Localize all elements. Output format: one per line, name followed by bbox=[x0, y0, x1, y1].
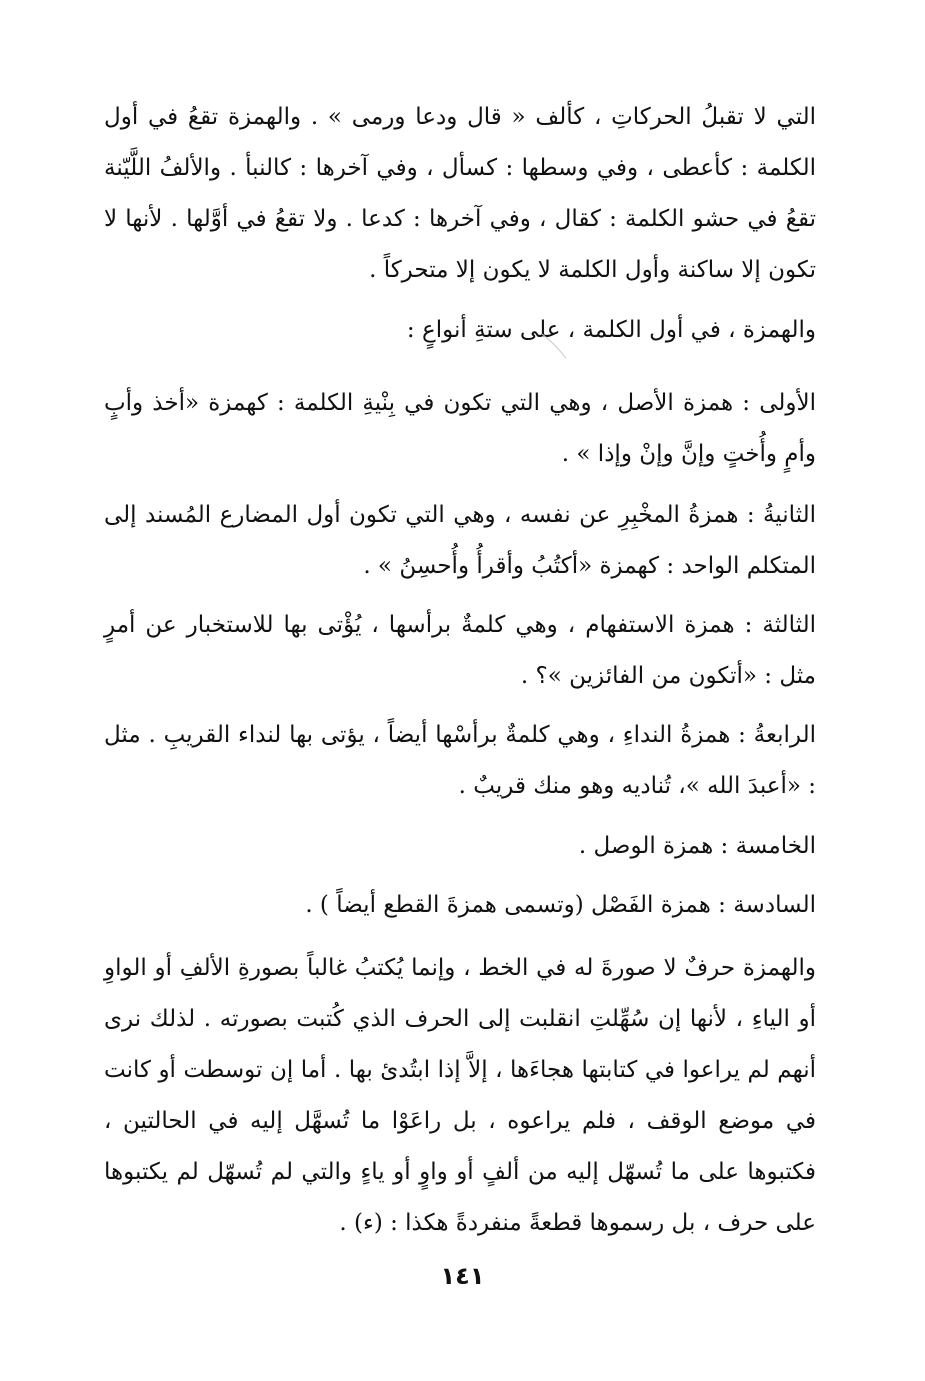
paragraph-type-fifth: الخامسة : همزة الوصل . bbox=[578, 833, 816, 859]
paragraph-type-sixth: السادسة : همزة الفَصْل (وتسمى همزةَ القطع أيضاً ) . bbox=[305, 892, 816, 918]
paragraph-hamza-writing: والهمزة حرفٌ لا صورةَ له في الخط ، وإنما يُكتبُ غالباً بصورةِ الألفِ أو الواوِ أو الياءِ ، لأنها إن سُهِّلتِ انقلبت إلى الحرف الذي كُتبت بصورته . لذلك نرى أنهم لم يراعوا في كتابتها هجاءَها ، إلاَّ إذا ابتُدئ بها . أما إن توسطت أو كانت في موضع الوقف ، فلم يراعوه ، بل راعَوْا ما تُسهَّل إليه في الحالتين ، فكتبوها على ما تُسهّل إليه من ألفٍ أو واوٍ أو ياءٍ والتي لم تُسهّل لم يكتبوها على حرف ، بل رسموها قطعةً منفردةً هكذا : (ء) . bbox=[104, 955, 816, 1236]
paragraph-type-third: الثالثة : همزة الاستفهام ، وهي كلمةٌ برأسها ، يُؤْتى بها للاستخبار عن أمرٍ مثل : «أتكون من الفائزين »؟ . bbox=[104, 612, 816, 689]
paragraph-type-fourth: الرابعةُ : همزةُ النداءِ ، وهي كلمةٌ برأسْها أيضاً ، يؤتى بها لنداء القريبِ . مثل : «أعبدَ الله »، تُناديه وهو منك قريبٌ . bbox=[104, 722, 816, 799]
paragraph-type-first: الأولى : همزة الأصل ، وهي التي تكون في بِنْيةِ الكلمة : كهمزة «أخذ وأبٍ وأمٍ وأُختٍ وإنَّ وإنْ وإذا » . bbox=[104, 390, 816, 467]
paragraph-intro: التي لا تقبلُ الحركاتِ ، كألف « قال ودعا ورمى » . والهمزة تقعُ في أول الكلمة : كأعطى ، وفي وسطها : كسأل ، وفي آخرها : كالنبأ . والألفُ اللَّيّنة تقعُ في حشو الكلمة : كقال ، وفي آخرها : كدعا . ولا تقعُ في أوَّلها . لأنها لا تكون إلا ساكنة وأول الكلمة لا يكون إلا متحركاً . bbox=[104, 104, 816, 283]
paragraph-type-second: الثانيةُ : همزةُ المخْبِرِ عن نفسه ، وهي التي تكون أول المضارع المُسند إلى المتكلم الواحد : كهمزة «أكتُبُ وأقرأُ وأُحسِنُ » . bbox=[104, 502, 816, 579]
paragraph-types-heading: والهمزة ، في أول الكلمة ، على ستةِ أنواعٍ : bbox=[406, 317, 816, 343]
page-number: ١٤١ bbox=[440, 1262, 485, 1290]
scan-mark-line bbox=[540, 330, 570, 360]
